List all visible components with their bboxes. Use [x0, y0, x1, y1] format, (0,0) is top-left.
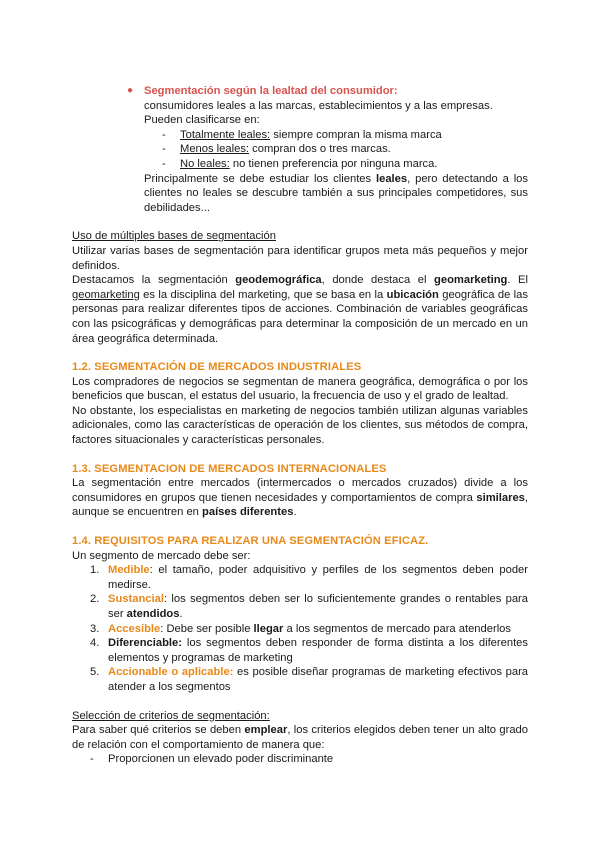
list-item: - No leales: no tienen preferencia por ninguna marca. — [162, 157, 438, 170]
list-item: - Menos leales: compran dos o tres marcas. — [162, 143, 391, 156]
list-item-term: Totalmente leales: — [180, 128, 271, 141]
requirements-intro: Un segmento de mercado debe ser: — [72, 549, 251, 562]
criteria-heading: Selección de criterios de segmentación: — [72, 709, 270, 722]
requirements-list — [90, 563, 528, 694]
loyalty-segmentation-bullet — [127, 84, 528, 128]
criteria-list — [90, 752, 528, 767]
list-item-desc: no tienen preferencia por ninguna marca. — [229, 157, 438, 170]
international-markets-heading: 1.3. SEGMENTACION DE MERCADOS INTERNACIONALES — [72, 462, 387, 475]
list-item-term: No leales: — [180, 157, 230, 170]
list-item-desc: siempre compran la misma marca — [270, 128, 442, 141]
criteria-p1: Para saber qué criterios se deben emplear, los criterios elegidos deben tener un alto grado de relación con el comportamiento de manera que: — [72, 724, 528, 751]
list-item-desc: compran dos o tres marcas. — [249, 143, 391, 156]
bullet-icon: ● — [127, 85, 134, 96]
list-item-term: Menos leales: — [180, 143, 250, 156]
loyalty-types-list — [162, 128, 528, 172]
multiple-bases-p1: Utilizar varias bases de segmentación para identificar grupos meta más pequeños y mejor definidos. — [72, 244, 528, 272]
list-item: - Proporcionen un elevado poder discriminante — [90, 753, 334, 766]
list-item: 1. Medible: el tamaño, poder adquisitivo y perfiles de los segmentos deben poder medirse. — [90, 564, 528, 591]
list-item: - Totalmente leales: siempre compran la misma marca — [162, 128, 442, 141]
loyalty-line-2: Pueden clasificarse en: — [144, 114, 260, 127]
industrial-p2: No obstante, los especialistas en marketing de negocios también utilizan algunas variables adicionales, como las características de operación de los clientes, sus métodos de compra, factores situacionales y características personales. — [72, 404, 528, 447]
loyalty-line-1: consumidores leales a las marcas, establecimientos y a las empresas. — [144, 99, 493, 112]
list-item: 4. Diferenciable: los segmentos deben responder de forma distinta a los diferentes elementos y programas de marketing — [90, 637, 528, 664]
document-page — [72, 84, 528, 767]
requirements-heading: 1.4. REQUISITOS PARA REALIZAR UNA SEGMENTACIÓN EFICAZ. — [72, 535, 429, 548]
multiple-bases-heading: Uso de múltiples bases de segmentación — [72, 230, 276, 243]
industrial-markets-heading: 1.2. SEGMENTACIÓN DE MERCADOS INDUSTRIALES — [72, 361, 362, 374]
list-item: 5. Accionable o aplicable: es posible diseñar programas de marketing efectivos para atender a los segmentos — [90, 666, 529, 693]
loyalty-paragraph: Principalmente se debe estudiar los clientes leales, pero detectando a los clientes no leales se descubre también a sus principales competidores, sus debilidades... — [144, 172, 528, 214]
loyalty-segmentation-title: Segmentación según la lealtad del consumidor: — [144, 85, 398, 97]
list-item: 3. Accesible: Debe ser posible llegar a los segmentos de mercado para atenderlos — [90, 622, 512, 635]
international-p1: La segmentación entre mercados (intermercados o mercados cruzados) divide a los consumidores en grupos que tienen necesidades y comportamientos de compra similares, aunque se encuentren en países diferentes. — [72, 477, 528, 519]
list-item: 2. Sustancial: los segmentos deben ser lo suficientemente grandes o rentables para ser atendidos. — [90, 593, 528, 620]
multiple-bases-p2: Destacamos la segmentación geodemográfica, donde destaca el geomarketing. El geomarketing es la disciplina del marketing, que se basa en la ubicación geográfica de las personas para realizar diferentes tipos de acciones. Combinación de variables geográficas con las psicográficas y demográficas para determinar la composición de un mercado en un área geográfica determinada. — [72, 274, 528, 345]
industrial-p1: Los compradores de negocios se segmentan de manera geográfica, demográfica o por los beneficios que buscan, el estatus del usuario, la frecuencia de uso y el grado de lealtad. — [72, 375, 528, 403]
